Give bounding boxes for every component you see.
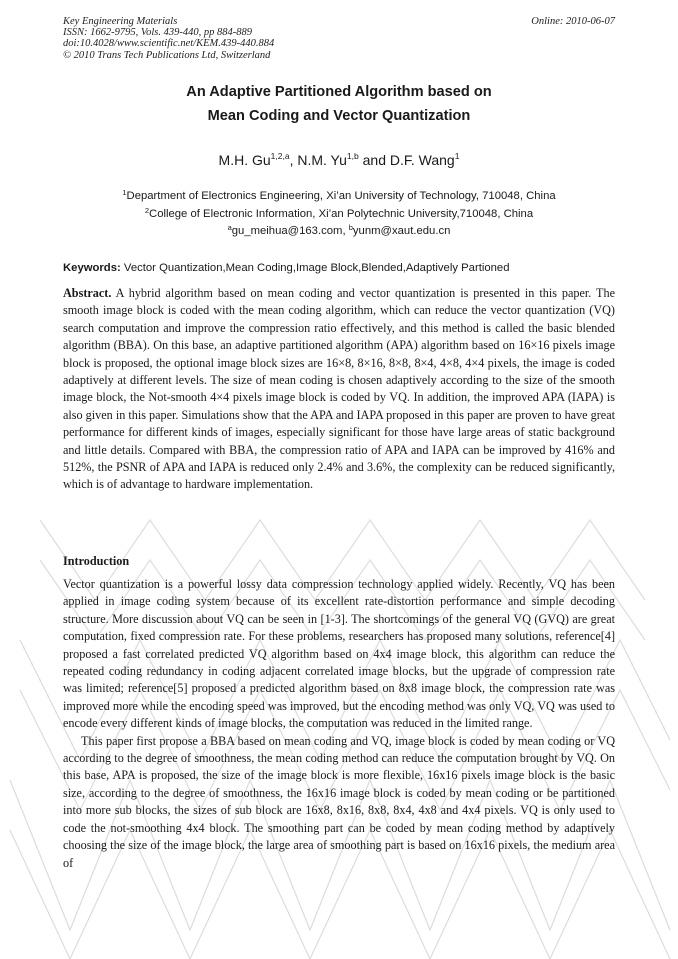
- affiliations: [63, 188, 615, 241]
- email-link-2[interactable]: yunm@xaut.edu.cn: [352, 225, 451, 237]
- author-3: D.F. Wang: [389, 152, 455, 168]
- doi-line: doi:10.4028/www.scientific.net/KEM.439-440.884: [63, 38, 275, 50]
- journal-header: [63, 16, 463, 61]
- author-1: M.H. Gu: [218, 152, 271, 168]
- paper-title: [63, 80, 615, 128]
- email-link-1[interactable]: gu_meihua@163.com,: [231, 225, 349, 237]
- copyright-line: © 2010 Trans Tech Publications Ltd, Switzerland: [63, 49, 271, 61]
- journal-name: Key Engineering Materials: [63, 16, 178, 27]
- keywords-label: Keywords:: [63, 262, 121, 274]
- abstract-label: Abstract.: [63, 286, 112, 300]
- author-3-affil: 1: [454, 151, 460, 161]
- introduction-body: [63, 576, 615, 872]
- author-separator: ,: [289, 152, 298, 168]
- online-date: Online: 2010-06-07: [531, 16, 615, 27]
- introduction-heading: Introduction: [63, 554, 130, 568]
- title-line-2: Mean Coding and Vector Quantization: [207, 108, 471, 124]
- author-emails: $^a$gu_meihua@163.com, $^b$yunm@xaut.edu.cn: [227, 223, 451, 237]
- author-2-affil: 1,b: [346, 151, 359, 161]
- abstract-text: A hybrid algorithm based on mean coding and vector quantization is presented in this paper. The smooth image block is coded with the mean coding algorithm, which can reduce the vector quantization (VQ) search computation and improve the compression ratio effectively, and this method is called the basic blended algorithm (BBA). On this base, an adaptive partitioned algorithm (APA) algorithm based on 16×16 pixels image block is proposed, the optional image block sizes are 16×8, 8×16, 8×8, 8×4, 4×8, 4×4 pixels, the image is coded adaptively at different levels. The size of mean coding is chosen adaptively according to the size of the smooth image block, the Not-smooth 4×4 pixels image block is coded by VQ. In addition, the improved APA (IAPA) is also given in this paper. Simulations show that the APA and IAPA proposed in this paper are proven to have great performance for different kinds of images, especially significant for those have large areas of static background and little details. Compared with BBA, the compression ratio of APA and IAPA can be improved by 416% and 512%, the PSNR of APA and IAPA is reduced only 2.4% and 3.6%, the complexity can be reduced significantly, which is of advantage to hardware implementation.: [63, 286, 615, 492]
- affiliation-1: $^1$Department of Electronics Engineering, Xi’an University of Technology, 710048, China: [122, 188, 556, 202]
- abstract: [63, 285, 615, 494]
- title-line-1: An Adaptive Partitioned Algorithm based on: [186, 84, 492, 100]
- author-1-affil: 1,2,a: [270, 151, 290, 161]
- intro-paragraph-2: This paper first propose a BBA based on mean coding and VQ, image block is coded by mean coding or VQ according to the degree of smoothness, the mean coding method can reduce the computation brought by VQ. On this base, APA is proposed, the size of the image block is more flexible, 16x16 pixels image block is the basic size, according to the degree of smoothness, the 16x16 image block is coded by mean coding or be partitioned into more sub blocks, the sizes of sub block are 16x8, 8x16, 8x8, 8x4, 4x8 and 4x4 pixels. VQ is only used to code the not-smoothing 4x4 block. The smoothing part can be coded by mean coding method by adaptively choosing the size of the image block, the large area of smoothing part is based on 16x16 pixels, the medium area of: [63, 733, 615, 870]
- affiliation-2: $^2$College of Electronic Information, Xi’an Polytechnic University,710048, China: [144, 205, 534, 220]
- author-separator: and: [358, 152, 390, 168]
- keywords: [63, 260, 623, 276]
- author-list: [63, 150, 615, 170]
- intro-paragraph-1: Vector quantization is a powerful lossy data compression technology applied widely. Recently, VQ has been applied in image coding system because of its excellent rate-distortion performance and simple decoding structure. More discussion about VQ can be seen in [1-3]. The shortcomings of the general VQ (GVQ) are great computation, fixed compression rate. For these problems, researchers has proposed many solutions, reference[4] proposed a fast correlated predicted VQ algorithm based on 4x4 image block, this algorithm can reduce the repeated coding redundancy in coding adjacent correlated image blocks, but the upgrade of compression rate was limited; reference[5] proposed a predicted algorithm based on 8x8 image block, the compression rate was improved more while the encoding speed was improved, but the encoding method was only VQ, VQ was used to encode every different kinds of image blocks, the computation was reduced in the limited range.: [63, 577, 615, 731]
- author-2: N.M. Yu: [297, 152, 347, 168]
- issn-line: ISSN: 1662-9795, Vols. 439-440, pp 884-889: [63, 27, 252, 39]
- keywords-text: Vector Quantization,Mean Coding,Image Block,Blended,Adaptively Partioned: [120, 262, 510, 274]
